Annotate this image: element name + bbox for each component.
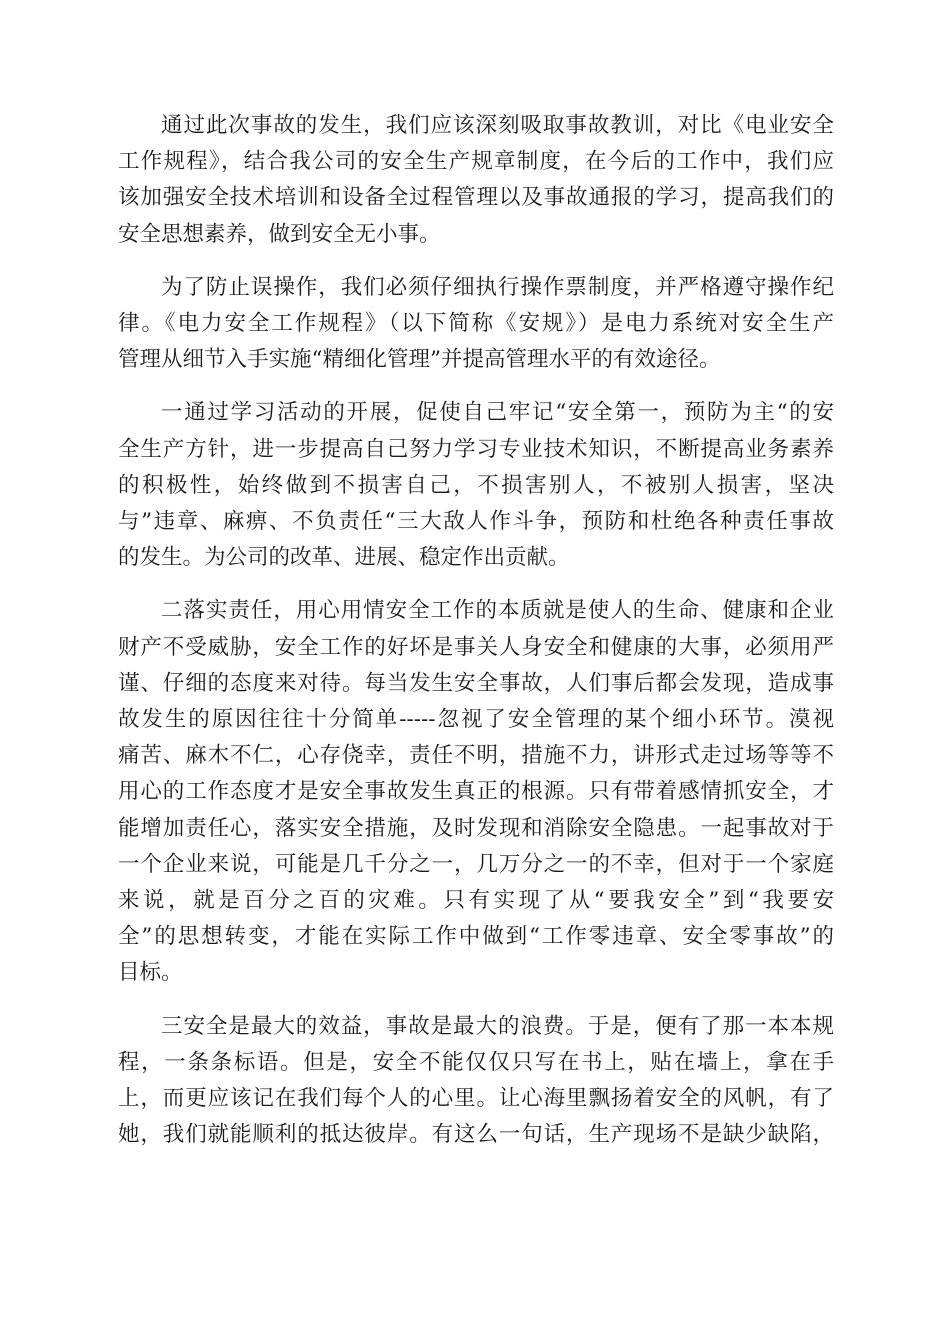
text-line: 与”违章、麻痹、不负责任“三大敌人作斗争，预防和杜绝各种责任事故 <box>118 509 834 535</box>
text-line: 为了防止误操作，我们必须仔细执行操作票制度，并严格遵守操作纪 <box>161 274 834 300</box>
text-line: 上，而更应该记在我们每个人的心里。让心海里飘扬着安全的风帆，有了 <box>118 1086 834 1112</box>
text-line: 用心的工作态度才是安全事故发生真正的根源。只有带着感情抓安全，才 <box>118 779 834 805</box>
text-line: 全”的思想转变，才能在实际工作中做到“工作零违章、安全零事故”的 <box>118 924 834 950</box>
text-line: 该加强安全技术培训和设备全过程管理以及事故通报的学习，提高我们的 <box>118 185 834 211</box>
text-line: 二落实责任，用心用情安全工作的本质就是使人的生命、健康和企业 <box>161 598 834 624</box>
paragraph-1 <box>118 108 834 253</box>
paragraph-5 <box>118 1009 834 1154</box>
paragraph-4 <box>118 593 834 991</box>
text-line: 的发生。为公司的改革、进展、稳定作出贡献。 <box>118 545 570 571</box>
text-line: 故发生的原因往往十分简单-----忽视了安全管理的某个细小环节。漠视 <box>118 707 834 733</box>
text-line: 目标。 <box>118 960 183 986</box>
text-line: 财产不受威胁，安全工作的好坏是事关人身安全和健康的大事，必须用严 <box>118 634 834 660</box>
text-line: 工作规程》，结合我公司的安全生产规章制度，在今后的工作中，我们应 <box>118 149 834 175</box>
text-line: 安全思想素养，做到安全无小事。 <box>118 221 441 247</box>
text-line: 管理从细节入手实施“精细化管理”并提高管理水平的有效途径。 <box>118 347 721 373</box>
text-line: 谨、仔细的态度来对待。每当发生安全事故，人们事后都会发现，造成事 <box>118 670 834 696</box>
document-body <box>118 108 834 1170</box>
paragraph-3 <box>118 395 834 576</box>
text-line: 能增加责任心，落实安全措施，及时发现和消除安全隐患。一起事故对于 <box>118 815 834 841</box>
text-line: 通过此次事故的发生，我们应该深刻吸取事故教训，对比《电业安全 <box>161 113 834 138</box>
text-line: 她，我们就能顺利的抵达彼岸。有这么一句话，生产现场不是缺少缺陷， <box>118 1122 834 1148</box>
text-line: 程，一条条标语。但是，安全不能仅仅只写在书上，贴在墙上，拿在手 <box>118 1049 834 1075</box>
text-line: 一个企业来说，可能是几千分之一，几万分之一的不幸，但对于一个家庭 <box>118 851 834 877</box>
text-line: 的积极性，始终做到不损害自己，不损害别人，不被别人损害，坚决 <box>118 472 834 498</box>
paragraph-2 <box>118 270 834 379</box>
text-line: 一通过学习活动的开展，促使自己牢记“安全第一，预防为主“的安 <box>161 400 834 426</box>
text-line: 律。《电力安全工作规程》（以下简称《安规》）是电力系统对安全生产 <box>118 311 834 337</box>
text-line: 痛苦、麻木不仁，心存侥幸，责任不明，措施不力，讲形式走过场等等不 <box>118 743 834 769</box>
text-line: 全生产方针，进一步提高自己努力学习专业技术知识，不断提高业务素养 <box>118 436 834 462</box>
text-line: 三安全是最大的效益，事故是最大的浪费。于是，便有了那一本本规 <box>161 1013 834 1039</box>
text-line: 来说，就是百分之百的灾难。只有实现了从“要我安全”到“我要安 <box>118 888 834 914</box>
